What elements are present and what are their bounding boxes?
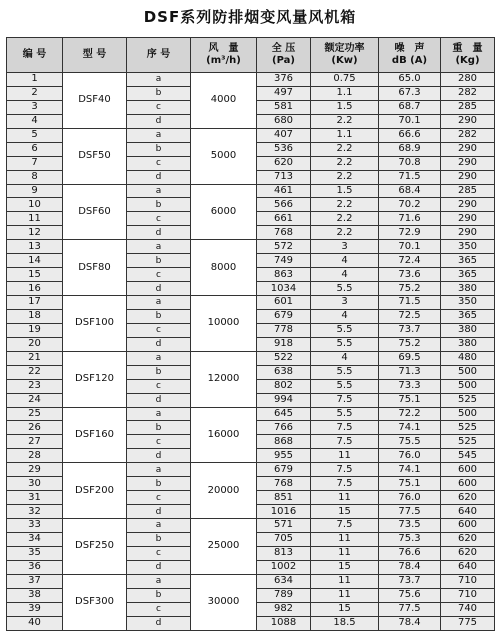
cell-pressure: 645 [257, 407, 311, 421]
cell-seq: c [127, 435, 191, 449]
cell-no: 10 [7, 198, 63, 212]
cell-pressure: 638 [257, 365, 311, 379]
cell-weight: 640 [441, 560, 495, 574]
cell-noise: 71.6 [379, 212, 441, 226]
cell-no: 12 [7, 226, 63, 240]
cell-airflow: 8000 [191, 240, 257, 296]
cell-airflow: 5000 [191, 128, 257, 184]
cell-pressure: 601 [257, 296, 311, 310]
cell-pressure: 789 [257, 588, 311, 602]
cell-seq: b [127, 254, 191, 268]
cell-power: 11 [311, 449, 379, 463]
cell-seq: c [127, 156, 191, 170]
cell-weight: 350 [441, 240, 495, 254]
cell-power: 7.5 [311, 477, 379, 491]
cell-model: DSF100 [63, 296, 127, 352]
cell-weight: 290 [441, 156, 495, 170]
cell-power: 7.5 [311, 463, 379, 477]
cell-noise: 70.1 [379, 114, 441, 128]
cell-noise: 71.5 [379, 170, 441, 184]
cell-no: 23 [7, 379, 63, 393]
cell-seq: d [127, 505, 191, 519]
cell-seq: a [127, 240, 191, 254]
cell-pressure: 994 [257, 393, 311, 407]
cell-power: 3 [311, 296, 379, 310]
cell-no: 14 [7, 254, 63, 268]
cell-seq: a [127, 351, 191, 365]
cell-no: 2 [7, 86, 63, 100]
cell-weight: 480 [441, 351, 495, 365]
table-row [7, 574, 495, 588]
cell-pressure: 581 [257, 100, 311, 114]
cell-no: 15 [7, 268, 63, 282]
cell-airflow: 12000 [191, 351, 257, 407]
cell-no: 27 [7, 435, 63, 449]
cell-pressure: 661 [257, 212, 311, 226]
cell-weight: 740 [441, 602, 495, 616]
cell-no: 31 [7, 491, 63, 505]
cell-seq: d [127, 393, 191, 407]
cell-seq: c [127, 323, 191, 337]
cell-seq: d [127, 560, 191, 574]
cell-power: 1.5 [311, 100, 379, 114]
cell-weight: 380 [441, 323, 495, 337]
cell-noise: 75.5 [379, 435, 441, 449]
cell-seq: b [127, 365, 191, 379]
cell-pressure: 713 [257, 170, 311, 184]
cell-model: DSF250 [63, 519, 127, 575]
cell-seq: b [127, 198, 191, 212]
cell-seq: a [127, 184, 191, 198]
cell-airflow: 6000 [191, 184, 257, 240]
cell-seq: a [127, 463, 191, 477]
cell-power: 15 [311, 602, 379, 616]
cell-weight: 365 [441, 268, 495, 282]
cell-noise: 72.9 [379, 226, 441, 240]
cell-power: 4 [311, 254, 379, 268]
header-airflow: 风 量 (m³/h) [191, 38, 257, 73]
cell-noise: 68.7 [379, 100, 441, 114]
cell-seq: d [127, 616, 191, 630]
cell-weight: 600 [441, 477, 495, 491]
cell-seq: c [127, 602, 191, 616]
cell-power: 1.1 [311, 86, 379, 100]
cell-weight: 525 [441, 435, 495, 449]
cell-power: 0.75 [311, 73, 379, 87]
cell-noise: 74.1 [379, 463, 441, 477]
cell-no: 6 [7, 142, 63, 156]
cell-noise: 75.2 [379, 337, 441, 351]
cell-noise: 73.6 [379, 268, 441, 282]
cell-pressure: 1034 [257, 282, 311, 296]
cell-power: 2.2 [311, 212, 379, 226]
cell-no: 22 [7, 365, 63, 379]
cell-noise: 76.0 [379, 449, 441, 463]
cell-weight: 380 [441, 282, 495, 296]
cell-noise: 73.7 [379, 323, 441, 337]
cell-no: 30 [7, 477, 63, 491]
cell-pressure: 566 [257, 198, 311, 212]
cell-airflow: 30000 [191, 574, 257, 630]
cell-power: 11 [311, 532, 379, 546]
cell-pressure: 536 [257, 142, 311, 156]
cell-no: 9 [7, 184, 63, 198]
cell-airflow: 16000 [191, 407, 257, 463]
cell-pressure: 407 [257, 128, 311, 142]
cell-pressure: 863 [257, 268, 311, 282]
cell-power: 11 [311, 588, 379, 602]
cell-no: 19 [7, 323, 63, 337]
cell-no: 13 [7, 240, 63, 254]
cell-no: 32 [7, 505, 63, 519]
cell-seq: d [127, 226, 191, 240]
cell-weight: 290 [441, 198, 495, 212]
header-model: 型 号 [63, 38, 127, 73]
cell-weight: 600 [441, 519, 495, 533]
cell-no: 8 [7, 170, 63, 184]
cell-power: 2.2 [311, 170, 379, 184]
cell-weight: 285 [441, 184, 495, 198]
cell-seq: a [127, 296, 191, 310]
cell-power: 2.2 [311, 114, 379, 128]
cell-pressure: 497 [257, 86, 311, 100]
cell-airflow: 10000 [191, 296, 257, 352]
cell-weight: 350 [441, 296, 495, 310]
cell-pressure: 680 [257, 114, 311, 128]
cell-noise: 76.0 [379, 491, 441, 505]
cell-no: 7 [7, 156, 63, 170]
cell-pressure: 522 [257, 351, 311, 365]
cell-no: 11 [7, 212, 63, 226]
cell-noise: 70.2 [379, 198, 441, 212]
cell-power: 1.5 [311, 184, 379, 198]
cell-power: 11 [311, 491, 379, 505]
cell-no: 35 [7, 546, 63, 560]
cell-noise: 73.3 [379, 379, 441, 393]
cell-seq: c [127, 100, 191, 114]
cell-power: 2.2 [311, 142, 379, 156]
cell-model: DSF200 [63, 463, 127, 519]
cell-model: DSF50 [63, 128, 127, 184]
cell-model: DSF300 [63, 574, 127, 630]
cell-no: 26 [7, 421, 63, 435]
cell-pressure: 679 [257, 309, 311, 323]
cell-weight: 640 [441, 505, 495, 519]
cell-weight: 710 [441, 574, 495, 588]
cell-noise: 76.6 [379, 546, 441, 560]
cell-power: 4 [311, 309, 379, 323]
cell-pressure: 1088 [257, 616, 311, 630]
cell-pressure: 376 [257, 73, 311, 87]
cell-seq: b [127, 532, 191, 546]
cell-model: DSF60 [63, 184, 127, 240]
table-row [7, 128, 495, 142]
cell-weight: 620 [441, 532, 495, 546]
cell-pressure: 802 [257, 379, 311, 393]
cell-noise: 68.4 [379, 184, 441, 198]
cell-pressure: 768 [257, 477, 311, 491]
cell-weight: 290 [441, 170, 495, 184]
cell-weight: 365 [441, 309, 495, 323]
table-row [7, 463, 495, 477]
cell-noise: 69.5 [379, 351, 441, 365]
cell-pressure: 851 [257, 491, 311, 505]
cell-weight: 775 [441, 616, 495, 630]
cell-no: 29 [7, 463, 63, 477]
cell-weight: 282 [441, 128, 495, 142]
cell-seq: d [127, 449, 191, 463]
cell-pressure: 749 [257, 254, 311, 268]
cell-no: 16 [7, 282, 63, 296]
cell-pressure: 868 [257, 435, 311, 449]
cell-noise: 78.4 [379, 560, 441, 574]
cell-no: 39 [7, 602, 63, 616]
cell-power: 2.2 [311, 198, 379, 212]
cell-power: 5.5 [311, 407, 379, 421]
cell-noise: 66.6 [379, 128, 441, 142]
cell-seq: c [127, 212, 191, 226]
cell-power: 18.5 [311, 616, 379, 630]
cell-noise: 75.1 [379, 393, 441, 407]
cell-pressure: 918 [257, 337, 311, 351]
cell-weight: 290 [441, 114, 495, 128]
cell-model: DSF80 [63, 240, 127, 296]
table-row [7, 407, 495, 421]
cell-weight: 600 [441, 463, 495, 477]
cell-pressure: 634 [257, 574, 311, 588]
cell-pressure: 982 [257, 602, 311, 616]
cell-power: 2.2 [311, 156, 379, 170]
cell-no: 17 [7, 296, 63, 310]
cell-noise: 75.6 [379, 588, 441, 602]
cell-no: 3 [7, 100, 63, 114]
cell-noise: 67.3 [379, 86, 441, 100]
cell-power: 11 [311, 574, 379, 588]
table-row [7, 240, 495, 254]
table-row [7, 519, 495, 533]
cell-seq: a [127, 128, 191, 142]
cell-weight: 380 [441, 337, 495, 351]
header-pressure: 全 压 (Pa) [257, 38, 311, 73]
cell-no: 38 [7, 588, 63, 602]
table-row [7, 184, 495, 198]
cell-seq: a [127, 574, 191, 588]
cell-noise: 73.7 [379, 574, 441, 588]
cell-pressure: 1002 [257, 560, 311, 574]
cell-pressure: 461 [257, 184, 311, 198]
cell-noise: 74.1 [379, 421, 441, 435]
cell-airflow: 4000 [191, 73, 257, 129]
cell-weight: 500 [441, 407, 495, 421]
cell-power: 15 [311, 560, 379, 574]
cell-pressure: 572 [257, 240, 311, 254]
cell-pressure: 778 [257, 323, 311, 337]
cell-noise: 70.1 [379, 240, 441, 254]
cell-pressure: 620 [257, 156, 311, 170]
cell-weight: 710 [441, 588, 495, 602]
cell-power: 5.5 [311, 282, 379, 296]
cell-seq: c [127, 546, 191, 560]
cell-seq: b [127, 309, 191, 323]
cell-power: 5.5 [311, 337, 379, 351]
cell-weight: 282 [441, 86, 495, 100]
cell-weight: 285 [441, 100, 495, 114]
cell-power: 11 [311, 546, 379, 560]
cell-weight: 500 [441, 379, 495, 393]
cell-power: 5.5 [311, 365, 379, 379]
cell-weight: 280 [441, 73, 495, 87]
cell-noise: 72.5 [379, 309, 441, 323]
cell-power: 15 [311, 505, 379, 519]
header-no: 编 号 [7, 38, 63, 73]
cell-pressure: 571 [257, 519, 311, 533]
cell-no: 34 [7, 532, 63, 546]
cell-power: 4 [311, 351, 379, 365]
cell-model: DSF40 [63, 73, 127, 129]
cell-pressure: 768 [257, 226, 311, 240]
cell-noise: 72.4 [379, 254, 441, 268]
cell-no: 1 [7, 73, 63, 87]
cell-no: 28 [7, 449, 63, 463]
cell-seq: a [127, 407, 191, 421]
cell-power: 7.5 [311, 393, 379, 407]
cell-no: 37 [7, 574, 63, 588]
cell-pressure: 813 [257, 546, 311, 560]
cell-seq: c [127, 379, 191, 393]
cell-airflow: 20000 [191, 463, 257, 519]
cell-pressure: 679 [257, 463, 311, 477]
cell-power: 7.5 [311, 519, 379, 533]
cell-seq: a [127, 519, 191, 533]
cell-weight: 290 [441, 212, 495, 226]
table-header-row [7, 38, 495, 73]
cell-noise: 75.1 [379, 477, 441, 491]
cell-weight: 365 [441, 254, 495, 268]
cell-seq: c [127, 268, 191, 282]
cell-noise: 78.4 [379, 616, 441, 630]
cell-power: 7.5 [311, 421, 379, 435]
cell-noise: 70.8 [379, 156, 441, 170]
cell-noise: 72.2 [379, 407, 441, 421]
cell-seq: b [127, 477, 191, 491]
cell-pressure: 766 [257, 421, 311, 435]
cell-noise: 75.3 [379, 532, 441, 546]
cell-noise: 65.0 [379, 73, 441, 87]
cell-weight: 620 [441, 491, 495, 505]
cell-no: 21 [7, 351, 63, 365]
cell-seq: b [127, 86, 191, 100]
cell-model: DSF160 [63, 407, 127, 463]
cell-weight: 500 [441, 365, 495, 379]
cell-noise: 73.5 [379, 519, 441, 533]
header-noise: 噪 声 dB (A) [379, 38, 441, 73]
cell-seq: a [127, 73, 191, 87]
header-weight: 重 量 (Kg) [441, 38, 495, 73]
cell-power: 3 [311, 240, 379, 254]
cell-pressure: 1016 [257, 505, 311, 519]
cell-seq: b [127, 588, 191, 602]
cell-no: 40 [7, 616, 63, 630]
cell-power: 7.5 [311, 435, 379, 449]
cell-weight: 290 [441, 226, 495, 240]
cell-weight: 525 [441, 393, 495, 407]
table-row [7, 351, 495, 365]
header-power: 额定功率 (Kw) [311, 38, 379, 73]
cell-power: 2.2 [311, 226, 379, 240]
cell-noise: 77.5 [379, 505, 441, 519]
table-row [7, 296, 495, 310]
cell-weight: 290 [441, 142, 495, 156]
cell-no: 36 [7, 560, 63, 574]
cell-power: 5.5 [311, 323, 379, 337]
cell-seq: c [127, 491, 191, 505]
cell-no: 4 [7, 114, 63, 128]
cell-seq: d [127, 337, 191, 351]
cell-noise: 75.2 [379, 282, 441, 296]
page-title: DSF系列防排烟变风量风机箱 [143, 8, 357, 26]
cell-weight: 620 [441, 546, 495, 560]
cell-no: 20 [7, 337, 63, 351]
cell-model: DSF120 [63, 351, 127, 407]
table-row [7, 73, 495, 87]
cell-seq: b [127, 142, 191, 156]
cell-power: 5.5 [311, 379, 379, 393]
cell-pressure: 705 [257, 532, 311, 546]
cell-seq: d [127, 170, 191, 184]
cell-weight: 525 [441, 421, 495, 435]
cell-seq: d [127, 282, 191, 296]
cell-noise: 71.5 [379, 296, 441, 310]
cell-noise: 71.3 [379, 365, 441, 379]
cell-pressure: 955 [257, 449, 311, 463]
cell-no: 25 [7, 407, 63, 421]
cell-power: 1.1 [311, 128, 379, 142]
cell-seq: b [127, 421, 191, 435]
fan-spec-table [6, 37, 495, 631]
cell-noise: 68.9 [379, 142, 441, 156]
cell-airflow: 25000 [191, 519, 257, 575]
cell-noise: 77.5 [379, 602, 441, 616]
cell-power: 4 [311, 268, 379, 282]
cell-no: 24 [7, 393, 63, 407]
cell-no: 5 [7, 128, 63, 142]
cell-seq: d [127, 114, 191, 128]
cell-no: 18 [7, 309, 63, 323]
cell-no: 33 [7, 519, 63, 533]
cell-weight: 545 [441, 449, 495, 463]
header-seq: 序 号 [127, 38, 191, 73]
